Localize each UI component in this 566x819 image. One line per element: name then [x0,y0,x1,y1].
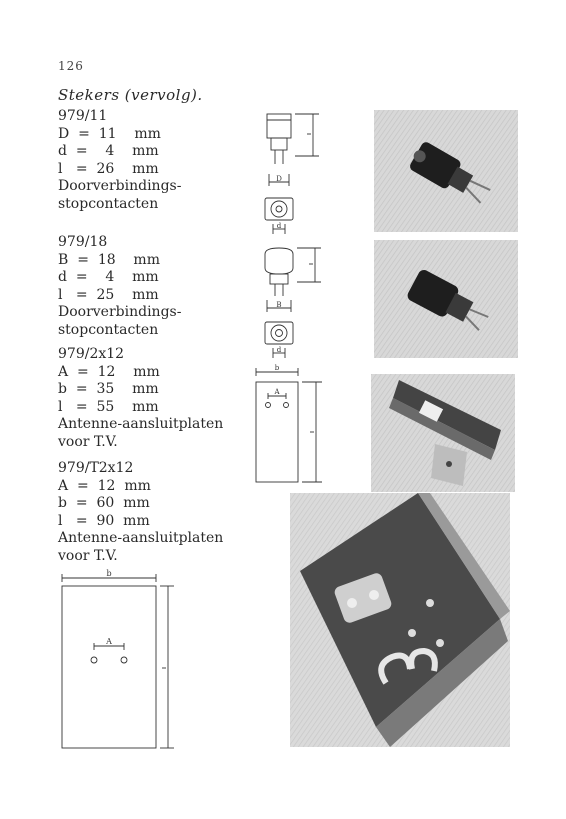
dimension-line: A = 12 mm [58,477,151,494]
dimension-label-small-d: d [276,346,282,354]
dimension-label-b: b [106,569,112,578]
dimension-line: l = 55 mm [58,398,159,415]
description-line: stopcontacten [58,195,159,212]
dimension-label-d: D [276,175,282,183]
description-line: Antenne-aansluitplaten [58,416,224,432]
product-code: 979/18 [58,234,108,250]
spec-979-2x12 [58,346,223,451]
dimension-line: l = 26 mm [58,160,159,177]
spec-979-t2x12 [58,460,223,565]
page-number: 126 [58,59,84,73]
dimension-line: l = 25 mm [58,286,159,303]
dimension-line: A = 12 mm [58,363,160,380]
socket-979-11-photo [374,110,518,232]
socket-979-18-top-diagram [255,318,305,362]
description-line: Doorverbindings- [58,304,182,320]
dimension-line: d = 4 mm [58,143,159,159]
plate-979-t2x12-photo [290,493,510,747]
dimension-label-small-d: d [276,222,282,230]
dimension-line: B = 18 mm [58,251,160,268]
socket-979-11-side-diagram [255,108,325,190]
plate-979-2x12-diagram [252,362,328,486]
dimension-line: D = 11 mm [58,125,161,142]
description-line: stopcontacten [58,321,159,338]
product-code: 979/T2x12 [58,460,134,476]
description-line: Antenne-aansluitplaten [58,530,224,546]
page-heading: Stekers (vervolg). [58,86,203,104]
description-line: Doorverbindings- [58,178,182,194]
dimension-label-b: b [274,364,280,372]
dimension-label-b: B [276,301,282,309]
plate-979-t2x12-diagram [56,568,184,754]
dimension-label-a: A [106,637,112,646]
spec-979-18 [58,234,181,339]
plate-979-2x12-photo [371,374,515,492]
description-line: voor T.V. [58,547,118,564]
dimension-line: b = 35 mm [58,381,159,397]
dimension-line: l = 90 mm [58,512,150,529]
description-line: voor T.V. [58,433,118,450]
dimension-line: b = 60 mm [58,495,150,511]
socket-979-11-top-diagram [255,194,305,238]
socket-979-18-side-diagram [255,242,325,314]
spec-979-11 [58,108,181,213]
dimension-line: d = 4 mm [58,269,159,285]
product-code: 979/11 [58,108,108,124]
dimension-label-a: A [274,388,280,396]
socket-979-18-photo [374,240,518,358]
product-code: 979/2x12 [58,346,125,362]
